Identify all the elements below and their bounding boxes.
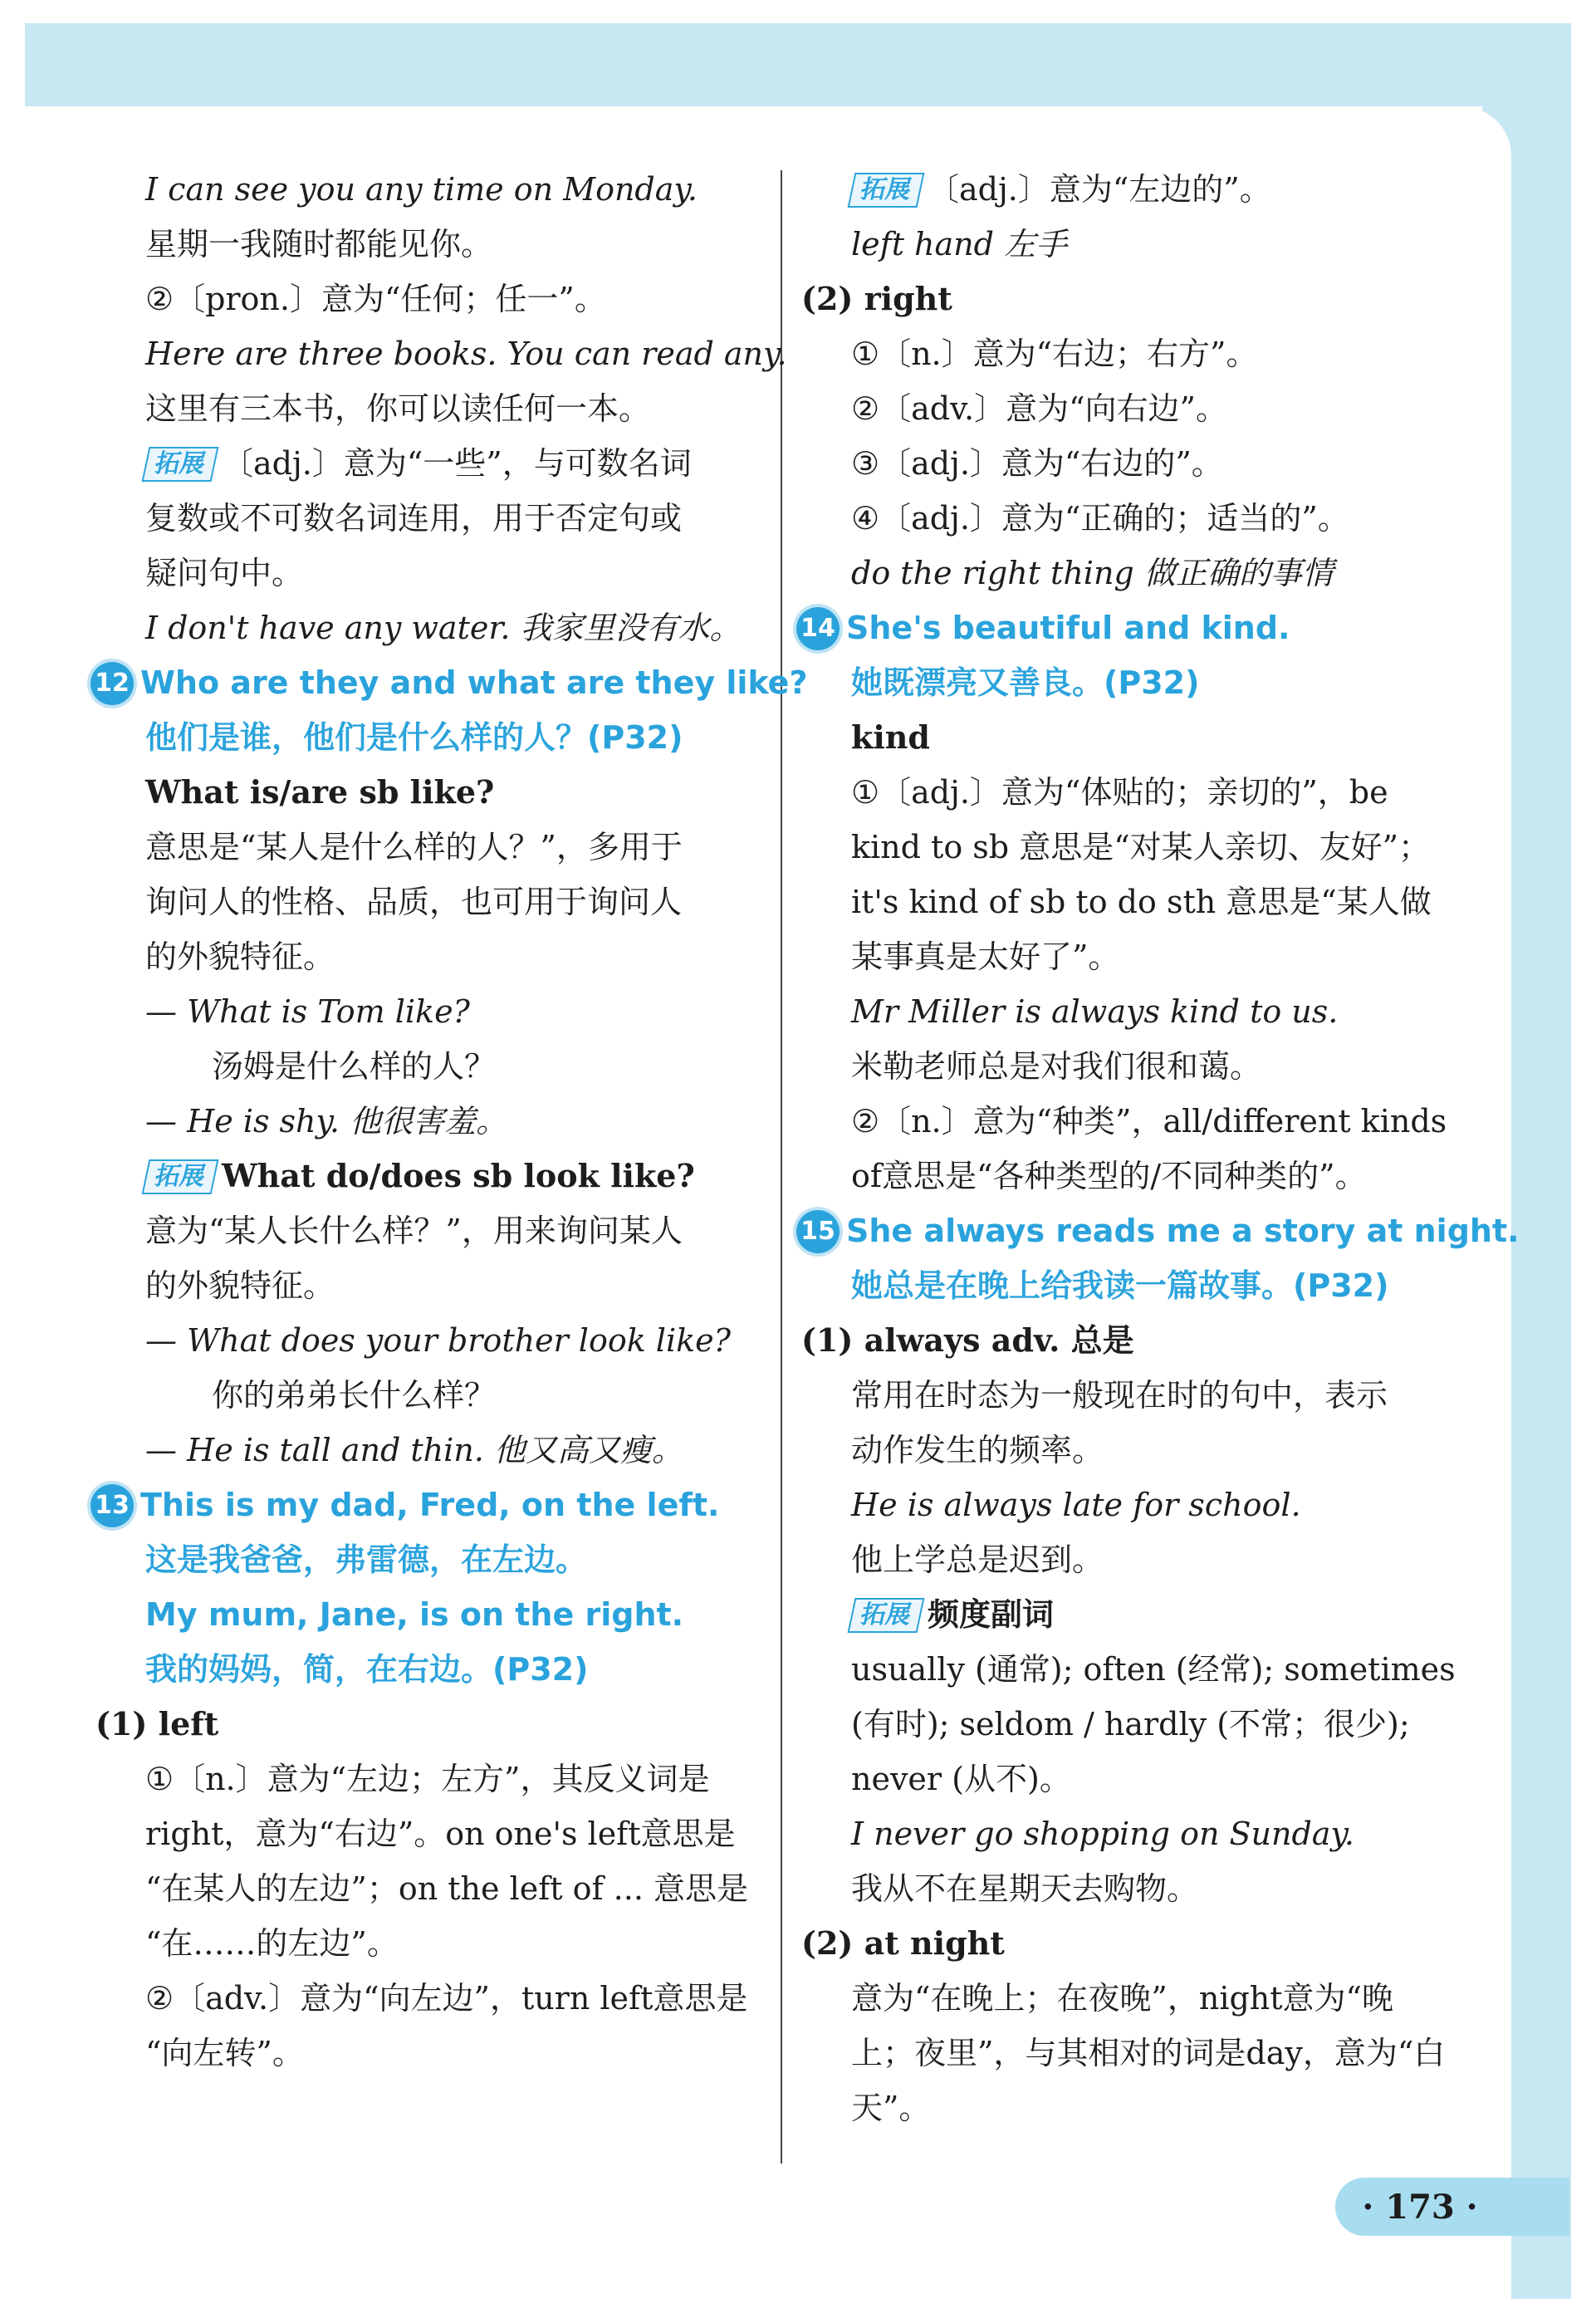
line-text: 这里有三本书，你可以读任何一本。 <box>145 390 651 427</box>
line-text: (有时); seldom / hardly (不常；很少); <box>851 1706 1410 1742</box>
text-line <box>801 1478 1474 1532</box>
text-line <box>801 1697 1474 1752</box>
line-text: 的外貌特征。 <box>145 1267 335 1304</box>
line-text: kind to sb 意思是“对某人亲切、友好”； <box>851 829 1431 865</box>
text-line <box>801 546 1474 600</box>
text-line <box>801 1368 1474 1423</box>
text-line <box>95 326 787 381</box>
line-text: 上；夜里”，与其相对的词是day，意为“白 <box>851 2035 1446 2071</box>
line-text: — What does your brother look like? <box>145 1322 732 1359</box>
text-line <box>801 162 1474 217</box>
line-text: “在……的左边”。 <box>145 1925 399 1962</box>
line-text: ②〔adv.〕意为“向右边”。 <box>851 390 1227 427</box>
line-text: 我的妈妈，简，在右边。(P32) <box>145 1651 589 1688</box>
line-text: I can see you any time on Monday. <box>145 171 698 208</box>
text-line <box>801 1094 1474 1149</box>
line-text: (1) always adv. 总是 <box>801 1321 1134 1359</box>
line-text: 他上学总是迟到。 <box>851 1541 1104 1578</box>
line-text: kind <box>851 718 930 756</box>
line-text: 她总是在晚上给我读一篇故事。(P32) <box>851 1267 1389 1304</box>
line-text: it's kind of sb to do sth 意思是“某人做 <box>851 884 1432 920</box>
line-text: 某事真是太好了”。 <box>851 939 1120 975</box>
text-line <box>95 1697 768 1752</box>
text-line <box>801 1423 1474 1478</box>
line-text: He is always late for school. <box>851 1487 1301 1523</box>
line-text: 意为“在晚上；在夜晚”，night意为“晚 <box>851 1980 1393 2017</box>
line-text: Who are they and what are they like? <box>140 664 808 701</box>
text-line <box>801 655 1474 710</box>
text-line <box>95 600 768 655</box>
text-line <box>801 1806 1474 1861</box>
text-line <box>95 1313 768 1368</box>
line-text: (1) left <box>95 1705 219 1742</box>
line-text: 常用在时态为一般现在时的句中，表示 <box>851 1377 1388 1414</box>
text-line <box>95 2026 768 2080</box>
text-line <box>95 1971 768 2026</box>
line-text: 动作发生的频率。 <box>851 1432 1104 1468</box>
left-column <box>95 162 808 2080</box>
text-line <box>801 217 1474 272</box>
text-line <box>95 710 768 765</box>
line-text: left hand 左手 <box>851 226 1068 262</box>
line-text: do the right thing 做正确的事情 <box>851 555 1334 591</box>
line-text: My mum, Jane, is on the right. <box>145 1596 684 1633</box>
text-line <box>801 1258 1474 1313</box>
text-line <box>95 436 768 491</box>
line-text: right，意为“右边”。on one's left意思是 <box>145 1816 736 1852</box>
line-text: This is my dad, Fred, on the left. <box>140 1487 720 1523</box>
item-number-badge: 13 <box>91 1484 134 1527</box>
text-line <box>801 436 1474 491</box>
line-text: I never go shopping on Sunday. <box>851 1816 1354 1852</box>
text-line <box>95 1258 768 1313</box>
line-text: What is/are sb like? <box>145 773 495 811</box>
line-text: 〔adj.〕意为“一些”，与可数名词 <box>222 445 692 482</box>
text-line <box>801 1039 1474 1094</box>
column-divider <box>781 170 782 2164</box>
text-line <box>95 929 768 984</box>
text-line <box>801 1149 1474 1203</box>
line-text: 米勒老师总是对我们很和蔼。 <box>851 1048 1262 1085</box>
text-line <box>801 710 1474 765</box>
line-text: ③〔adj.〕意为“右边的”。 <box>851 445 1223 482</box>
text-line <box>801 1313 1474 1368</box>
line-text: “在某人的左边”；on the left of ... 意思是 <box>145 1870 748 1907</box>
text-line <box>801 1642 1474 1697</box>
text-line <box>95 1642 768 1697</box>
line-text: never (从不)。 <box>851 1761 1071 1797</box>
line-text: ①〔adj.〕意为“体贴的；亲切的”，be <box>851 774 1388 811</box>
text-line <box>801 1587 1474 1642</box>
line-text: 这是我爸爸，弗雷德，在左边。 <box>145 1541 588 1578</box>
line-text: 星期一我随时都能见你。 <box>145 226 493 262</box>
text-line <box>801 326 1474 381</box>
text-line <box>801 1971 1474 2026</box>
text-line <box>95 655 808 710</box>
right-column <box>800 162 1520 2135</box>
text-line <box>801 820 1474 875</box>
line-text: 频度副词 <box>928 1595 1055 1633</box>
line-text: She always reads me a story at night. <box>846 1213 1520 1249</box>
text-line <box>801 600 1474 655</box>
text-line <box>95 1203 768 1258</box>
line-text: 意思是“某人是什么样的人？”，多用于 <box>145 829 683 865</box>
text-line <box>801 1916 1474 1971</box>
text-line <box>95 1861 768 1916</box>
text-line <box>801 381 1474 436</box>
line-text: usually (通常); often (经常); sometimes <box>851 1651 1456 1688</box>
line-text: 复数或不可数名词连用，用于否定句或 <box>145 500 683 537</box>
line-text: 天”。 <box>851 2090 931 2126</box>
text-line <box>95 162 768 217</box>
text-line <box>801 491 1474 546</box>
line-text: 你的弟弟长什么样？ <box>212 1377 497 1414</box>
line-text: ②〔adv.〕意为“向左边”，turn left意思是 <box>145 1980 748 2017</box>
line-text: ②〔pron.〕意为“任何；任一”。 <box>145 281 606 317</box>
text-line <box>801 875 1474 929</box>
page-number-value: 173 <box>1385 2188 1455 2227</box>
text-line <box>801 1861 1474 1916</box>
text-line <box>95 546 768 600</box>
line-text: (2) at night <box>801 1924 1005 1962</box>
line-text: — What is Tom like? <box>145 993 470 1030</box>
text-line <box>801 1752 1474 1806</box>
top-banner <box>25 23 1571 106</box>
text-line <box>801 929 1474 984</box>
line-text: ①〔n.〕意为“左边；左方”，其反义词是 <box>145 1761 710 1797</box>
extension-badge: 拓展 <box>142 447 219 482</box>
line-text: I don't have any water. 我家里没有水。 <box>145 610 742 646</box>
text-line <box>95 1423 768 1478</box>
text-line <box>95 1478 768 1532</box>
line-text: 的外貌特征。 <box>145 939 335 975</box>
item-number-badge: 15 <box>796 1210 840 1253</box>
text-line <box>95 1806 768 1861</box>
line-text: 汤姆是什么样的人？ <box>212 1048 497 1085</box>
text-line <box>801 272 1474 326</box>
text-line <box>95 1039 768 1094</box>
text-line <box>95 1752 768 1806</box>
text-line <box>95 820 768 875</box>
text-line <box>95 272 768 326</box>
text-line <box>95 1532 768 1587</box>
text-line <box>95 491 768 546</box>
line-text: of意思是“各种类型的/不同种类的”。 <box>851 1158 1367 1194</box>
item-number-badge: 12 <box>91 662 134 705</box>
line-text: Mr Miller is always kind to us. <box>851 993 1339 1030</box>
text-line <box>95 1587 768 1642</box>
text-line <box>800 1203 1520 1258</box>
line-text: 疑问句中。 <box>145 555 304 591</box>
text-line <box>95 1916 768 1971</box>
line-text: ④〔adj.〕意为“正确的；适当的”。 <box>851 500 1349 537</box>
text-line <box>801 2026 1474 2080</box>
extension-badge: 拓展 <box>848 173 925 208</box>
text-line <box>95 765 768 820</box>
text-line <box>95 1368 768 1423</box>
line-text: — He is tall and thin. 他又高又瘦。 <box>145 1432 683 1468</box>
text-line <box>95 984 768 1039</box>
line-text: 她既漂亮又善良。(P32) <box>851 664 1200 701</box>
text-line <box>95 1094 768 1149</box>
line-text: (2) right <box>801 280 952 317</box>
extension-badge: 拓展 <box>848 1598 925 1633</box>
line-text: She's beautiful and kind. <box>846 610 1290 646</box>
text-line <box>95 1149 768 1203</box>
line-text: 〔adj.〕意为“左边的”。 <box>928 171 1271 208</box>
text-line <box>801 765 1474 820</box>
line-text: What do/does sb look like? <box>222 1157 695 1194</box>
line-text: ①〔n.〕意为“右边；右方”。 <box>851 336 1258 372</box>
page-number: · 173 · <box>1362 2188 1478 2227</box>
text-line <box>801 1532 1474 1587</box>
item-number-badge: 14 <box>796 607 840 650</box>
text-line <box>801 984 1474 1039</box>
text-line <box>95 381 768 436</box>
text-line <box>95 217 768 272</box>
line-text: 询问人的性格、品质，也可用于询问人 <box>145 884 683 920</box>
line-text: 意为“某人长什么样？”，用来询问某人 <box>145 1213 683 1249</box>
text-line <box>95 875 768 929</box>
line-text: 我从不在星期天去购物。 <box>851 1870 1199 1907</box>
extension-badge: 拓展 <box>142 1159 219 1194</box>
line-text: Here are three books. You can read any. <box>145 336 787 372</box>
line-text: 他们是谁，他们是什么样的人？(P32) <box>145 719 683 756</box>
text-line <box>801 2080 1474 2135</box>
line-text: “向左转”。 <box>145 2035 304 2071</box>
line-text: — He is shy. 他很害羞。 <box>145 1103 508 1139</box>
line-text: ②〔n.〕意为“种类”，all/different kinds <box>851 1103 1447 1139</box>
